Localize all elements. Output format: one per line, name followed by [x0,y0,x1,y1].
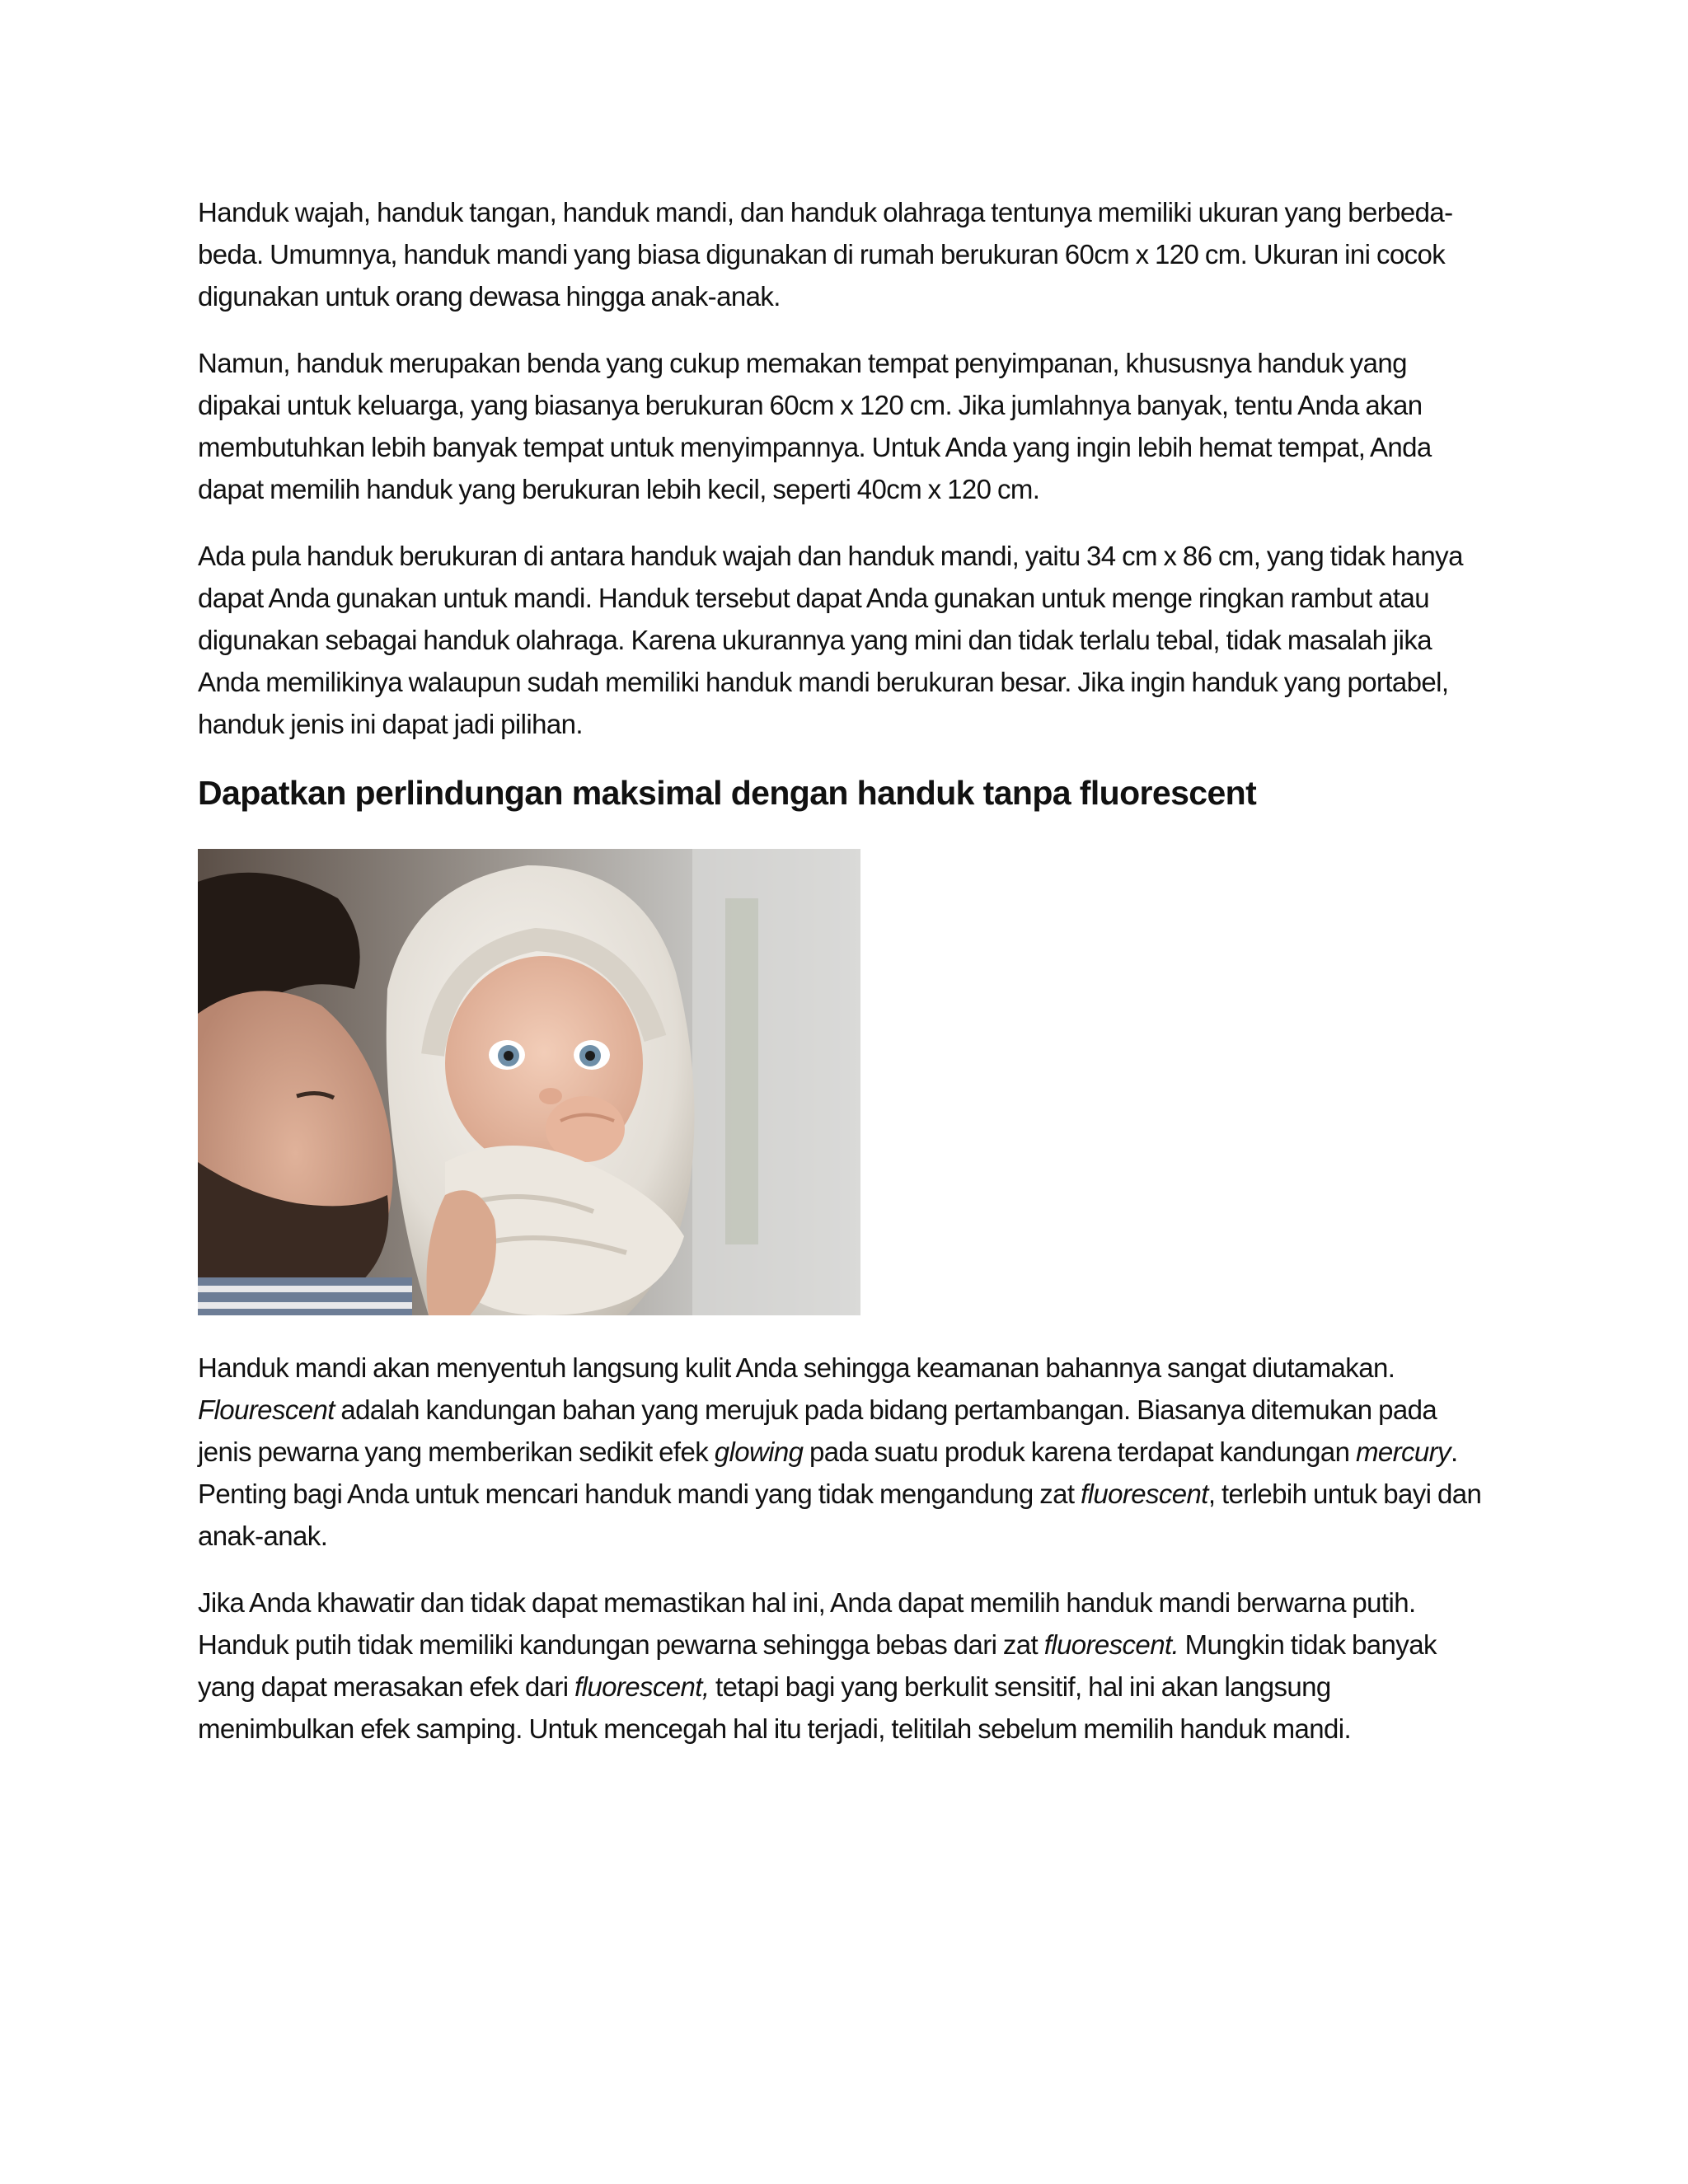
italic-term: glowing [714,1436,804,1467]
text-span: , terlebih untuk bayi dan anak-anak. [198,1479,1482,1551]
italic-term: Flourescent [198,1394,335,1425]
italic-term: fluorescent, [574,1671,710,1702]
italic-term: mercury [1355,1436,1451,1467]
photo-illustration [198,849,860,1315]
paragraph-white-towel [198,1582,1492,1750]
paragraph-fluorescent-danger [198,1347,1492,1557]
paragraph-storage: Namun, handuk merupakan benda yang cukup memakan tempat penyimpanan, khususnya handuk yang dipakai untuk keluarga, yang biasanya berukuran 60cm x 120 cm. Jika jumlahnya banyak, tentu Anda akan membutuhkan lebih banyak tempat untuk menyimpannya. Untuk Anda yang ingin lebih hemat tempat, Anda dapat memilih handuk yang berukuran lebih kecil, seperti 40cm x 120 cm. [198,348,1432,504]
text-span: adalah kandungan bahan yang merujuk pada bidang pertambangan. Biasanya ditemukan pada jenis pewarna yang memberikan sedikit efek [198,1394,1437,1467]
document-page [198,191,1492,1774]
italic-term: fluorescent [1081,1479,1208,1509]
text-span: tetapi bagi yang berkulit sensitif, hal ini akan langsung menimbulkan efek samping. Untuk mencegah hal itu terjadi, telitilah sebelum memilih handuk mandi. [198,1671,1352,1744]
text-span: Handuk mandi akan menyentuh langsung kulit Anda sehingga keamanan bahannya sangat diutamakan. [198,1352,1395,1383]
text-span: Jika Anda khawatir dan tidak dapat memastikan hal ini, Anda dapat memilih handuk mandi berwarna putih. Handuk putih tidak memiliki kandungan pewarna sehingga bebas dari zat [198,1587,1416,1660]
photo-father-baby-towel [198,849,860,1315]
italic-term: fluorescent. [1043,1629,1179,1660]
text-span: pada suatu produk karena terdapat kandungan [803,1436,1356,1467]
section-heading: Dapatkan perlindungan maksimal dengan handuk tanpa fluorescent [198,774,1257,812]
text-span: . Penting bagi Anda untuk mencari handuk mandi yang tidak mengandung zat [198,1436,1458,1509]
text-span: Mungkin tidak banyak yang dapat merasakan efek dari [198,1629,1437,1702]
paragraph-towel-sizes: Handuk wajah, handuk tangan, handuk mandi, dan handuk olahraga tentunya memiliki ukuran yang berbeda-beda. Umumnya, handuk mandi yang biasa digunakan di rumah berukuran 60cm x 120 cm. Ukuran ini cocok digunakan untuk orang dewasa hingga anak-anak. [198,197,1453,312]
paragraph-medium-towel: Ada pula handuk berukuran di antara handuk wajah dan handuk mandi, yaitu 34 cm x 86 cm, yang tidak hanya dapat Anda gunakan untuk mandi. Handuk tersebut dapat Anda gunakan untuk menge ringkan rambut atau digunakan sebagai handuk olahraga. Karena ukurannya yang mini dan tidak terlalu tebal, tidak masalah jika Anda memilikinya walaupun sudah memiliki handuk mandi berukuran besar. Jika ingin handuk yang portabel, handuk jenis ini dapat jadi pilihan. [198,541,1463,739]
